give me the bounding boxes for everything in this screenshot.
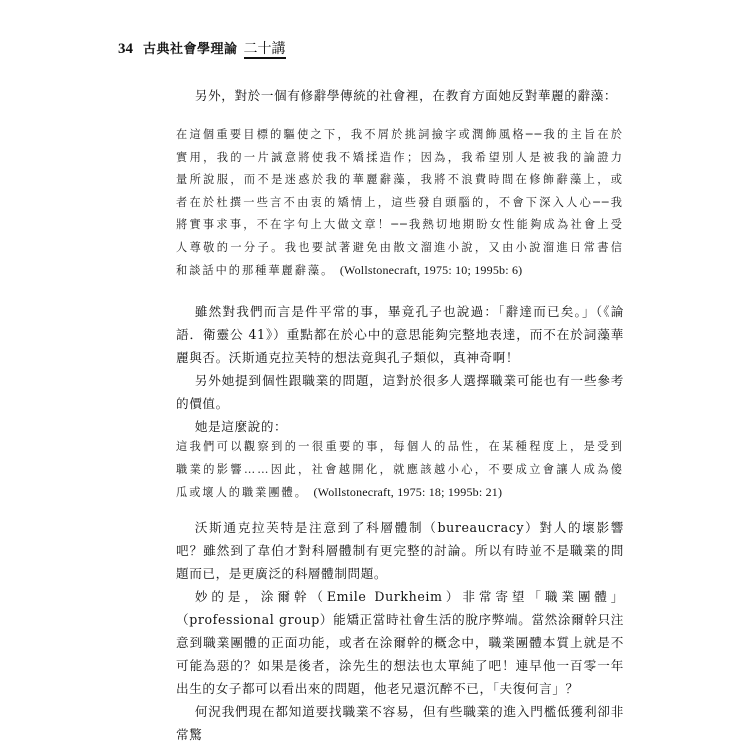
series-title: 二十講 bbox=[243, 41, 286, 57]
paragraph-text: 另外，對於一個有修辭學傳統的社會裡，在教育方面她反對華麗的辭藻： bbox=[194, 88, 618, 103]
quote-text: 在這個重要目標的驅使之下，我不屑於挑詞撿字或潤飾風格──我的主旨在於實用，我的一片誠意將使我不矯揉造作；因為，我希望別人是被我的論證力量所說服，而不是迷惑於我的華麗辭藻，我將不浪費時間在修飾辭藻上，或者在於杜撰一些言不由衷的矯情上，這些發自頭腦的，不會下深入人心──我將實事求事，不在字句上大做文章！──我熱切地期盼女性能夠成為社會上受人尊敬的一分子。我也要試著避免由散文溜進小說，又由小說溜進日常書信和談話中的那種華麗辭藻。 bbox=[176, 128, 624, 277]
running-header bbox=[118, 38, 638, 64]
quote-citation: (Wollstonecraft, 1975: 18; 1995b: 21) bbox=[313, 485, 503, 499]
block-quote-2 bbox=[176, 436, 624, 505]
block-quote-1 bbox=[176, 124, 624, 283]
page-number: 34 bbox=[118, 41, 133, 57]
paragraph-text: 另外她提到個性跟職業的問題，這對於很多人選擇職業可能也有一些參考的價值。 bbox=[176, 373, 624, 411]
paragraph-text: 妙的是，涂爾幹（Emile Durkheim）非常寄望「職業團體」（professional group）能矯正當時社會生活的脫序弊端。當然涂爾幹只注意到職業團體的正面功能，或者在涂爾幹的概念中，職業團體本質上就是不可能為惡的？如果是後者，涂先生的想法也太單純了吧！連早他一百零一年出生的女子都可以看出來的問題，他老兄還沉醉不已，「夫復何言」？ bbox=[176, 589, 624, 696]
quote-citation: (Wollstonecraft, 1975: 10; 1995b: 6) bbox=[339, 263, 523, 277]
paragraph-text: 沃斯通克拉芙特是注意到了科層體制（bureaucracy）對人的壞影響吧？雖然到了韋伯才對科層體制有更完整的討論。所以有時並不是職業的問題而已，是更廣泛的科層體制問題。 bbox=[176, 520, 624, 581]
quote-text: 這我們可以觀察到的一很重要的事，每個人的品性，在某種程度上，是受到職業的影響……因此，社會越開化，就應該越小心，不要成立會讓人成為傻瓜或壞人的職業團體。 bbox=[176, 440, 624, 499]
book-title: 古典社會學理論 bbox=[143, 42, 238, 57]
paragraph-bureaucracy bbox=[176, 516, 624, 746]
paragraph-text: 何況我們現在都知道要找職業不容易，但有些職業的進入門檻低獲利卻非常驚 bbox=[176, 704, 624, 742]
paragraph-text: 雖然對我們而言是件平常的事，畢竟孔子也說過：「辭達而已矣。」（《論語．衛靈公 41》）重點都在於心中的意思能夠完整地表達，而不在於詞藻華麗與否。沃斯通克拉芙特的想法竟與孔子類似，真神奇啊！ bbox=[176, 304, 624, 365]
paragraph-intro bbox=[176, 84, 624, 107]
paragraph-text: 她是這麼說的： bbox=[194, 419, 288, 434]
paragraph-confucius bbox=[176, 300, 624, 438]
